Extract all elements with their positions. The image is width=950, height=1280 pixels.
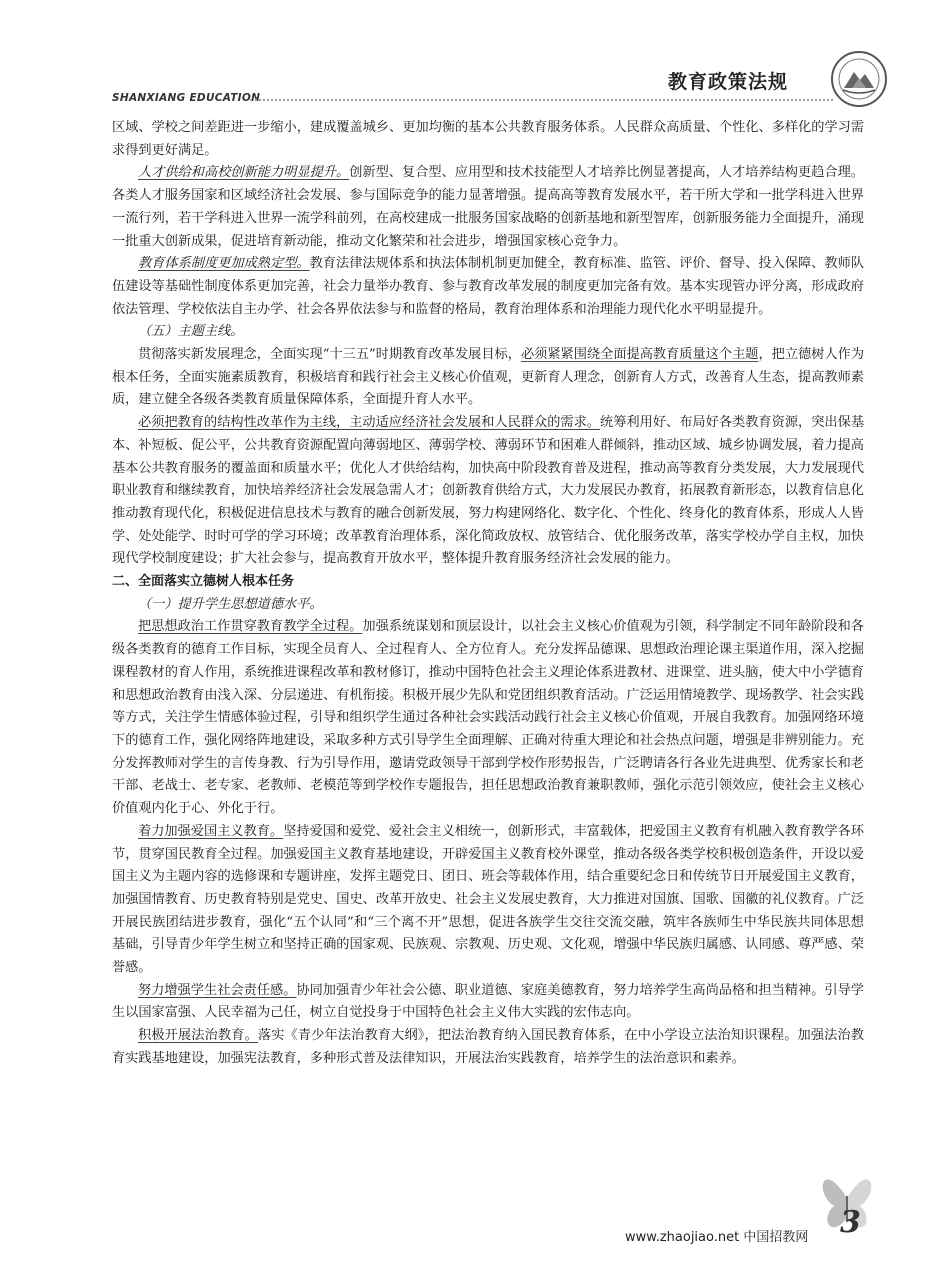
paragraph (112, 412, 864, 571)
paragraph (112, 616, 864, 820)
section-heading: 二、全面落实立德树人根本任务 (112, 574, 295, 590)
subheading: （一）提升学生思想道德水平。 (138, 596, 323, 612)
paragraph (112, 253, 864, 321)
paragraph (112, 344, 864, 412)
paragraph (112, 980, 864, 1025)
paragraph-lead: 把思想政治工作贯穿教育教学全过程。 (138, 619, 363, 635)
brand-wordmark: SHANXIANG EDUCATION (112, 92, 261, 104)
emphasis-text: 必须紧紧围绕全面提高教育质量这个主题 (520, 347, 759, 363)
paragraph-text: 创新型、复合型、应用型和技术技能型人才培养比例显著提高，人才培养结构更趋合理。各类人才服务国家和区域经济社会发展、参与国际竞争的能力显著增强。提高高等教育发展水平，若干所大学和一批学科进入世界一流行列，若干学科进入世界一流学科前列，在高校建成一批服务国家战略的创新基地和新型智库，创新服务能力全面提升，涌现一批重大创新成果，促进培育新动能，推动文化繁荣和社会进步，增强国家核心竞争力。 (112, 165, 864, 249)
paragraph-lead: 必须把教育的结构性改革作为主线，主动适应经济社会发展和人民群众的需求。 (138, 415, 601, 431)
paragraph-text: ，把立德树人作为根本任务，全面实施素质教育，积极培育和践行社会主义核心价值观，更新育人理念，创新育人方式，改善育人生态，提高教师素质，建立健全各级各类教育质量保障体系，全面提升育人水平。 (112, 347, 865, 408)
shanxiang-education-seal-icon (830, 50, 888, 108)
paragraph-lead: 努力增强学生社会责任感。 (138, 982, 297, 998)
paragraph: 区域、学校之间差距进一步缩小，建成覆盖城乡、更加均衡的基本公共教育服务体系。人民群众高质量、个性化、多样化的学习需求得到更好满足。 (112, 120, 864, 158)
paragraph (112, 1025, 864, 1070)
paragraph-lead: 教育体系制度更加成熟定型。 (138, 256, 310, 272)
subheading: （五）主题主线。 (138, 324, 244, 340)
paragraph-text: 落实《青少年法治教育大纲》，把法治教育纳入国民教育体系，在中小学设立法治知识课程。加强法治教育实践基地建设，加强宪法教育，多种形式普及法律知识，开展法治实践教育，培养学生的法治意识和素养。 (112, 1028, 864, 1066)
paragraph-lead: 人才供给和高校创新能力明显提升。 (138, 165, 350, 181)
paragraph-text: 统筹利用好、布局好各类教育资源，突出保基本、补短板、促公平，公共教育资源配置向薄弱地区、薄弱学校、薄弱环节和困难人群倾斜，推动区域、城乡协调发展，着力提高基本公共教育服务的覆盖面和质量水平；优化人才供给结构，加快高中阶段教育普及进程，推动高等教育分类发展，大力发展现代职业教育和继续教育，加快培养经济社会发展急需人才；创新教育供给方式，大力发展民办教育，拓展教育新形态，以教育信息化推动教育现代化，积极促进信息技术与教育的融合创新发展，努力构建网络化、数字化、个性化、终身化的教育体系，形成人人皆学、处处能学、时时可学的学习环境；改革教育治理体系，深化简政放权、放管结合、优化服务改革，落实学校办学自主权，加快现代学校制度建设；扩大社会参与，提高教育开放水平，整体提升教育服务经济社会发展的能力。 (112, 415, 865, 567)
paragraph (112, 821, 864, 980)
paragraph-text: 加强系统谋划和顶层设计，以社会主义核心价值观为引领，科学制定不同年龄阶段和各级各类教育的德育工作目标，实现全员育人、全过程育人、全方位育人。充分发挥品德课、思想政治理论课主渠道作用，深入挖掘课程教材的育人作用，系统推进课程改革和教材修订，推动中国特色社会主义理论体系进教材、进课堂、进头脑，使大中小学德育和思想政治教育由浅入深、分层递进、有机衔接。积极开展少先队和党团组织教育活动。广泛运用情境教学、现场教学、社会实践等方式，关注学生情感体验过程，引导和组织学生通过各种社会实践活动践行社会主义核心价值观，开展自我教育。加强网络环境下的德育工作，强化网络阵地建设，采取多种方式引导学生全面理解、正确对待重大理论和社会热点问题，增强是非辨别能力。充分发挥教师对学生的言传身教、行为引导作用，邀请党政领导干部到学校作形势报告，广泛聘请各行各业先进典型、优秀家长和老干部、老战士、老专家、老教师、老模范等到学校作专题报告，担任思想政治教育兼职教师，强化示范引领效应，使社会主义核心价值观内化于心、外化于行。 (112, 619, 864, 817)
section-title: 教育政策法规 (667, 71, 788, 93)
header-dotted-rule (250, 99, 833, 101)
footer-site-link[interactable]: www.zhaojiao.net 中国招教网 (625, 1230, 809, 1245)
paragraph-text: 坚持爱国和爱党、爱社会主义相统一，创新形式，丰富载体，把爱国主义教育有机融入教育教学各环节，贯穿国民教育全过程。加强爱国主义教育基地建设，开辟爱国主义教育校外课堂，推动各级各类学校积极创造条件，开设以爱国主义为主题内容的选修课和专题讲座，发挥主题党日、团日、班会等载体作用，结合重要纪念日和传统节日开展爱国主义教育，加强国情教育、历史教育特别是党史、国史、改革开放史、社会主义发展史教育，大力推进对国旗、国歌、国徽的礼仪教育。广泛开展民族团结进步教育，强化“五个认同”和“三个离不开”思想，促进各族学生交往交流交融，筑牢各族师生中华民族共同体思想基础，引导青少年学生树立和坚持正确的国家观、民族观、宗教观、历史观、文化观，增强中华民族归属感、认同感、尊严感、荣誉感。 (112, 823, 864, 976)
paragraph-lead: 积极开展法治教育。 (138, 1028, 258, 1044)
paragraph-lead: 着力加强爱国主义教育。 (138, 823, 284, 839)
paragraph-text: 贯彻落实新发展理念，全面实现“十三五”时期教育改革发展目标， (138, 347, 521, 363)
page-number: 3 (840, 1205, 861, 1240)
paragraph (112, 162, 864, 253)
paragraph-text: 协同加强青少年社会公德、职业道德、家庭美德教育，努力培养学生高尚品格和担当精神。引导学生以国家富强、人民幸福为己任，树立自觉投身于中国特色社会主义伟大实践的宏伟志向。 (112, 982, 864, 1021)
article-body (112, 117, 864, 1071)
paragraph-text: 教育法律法规体系和执法体制机制更加健全，教育标准、监管、评价、督导、投入保障、教师队伍建设等基础性制度体系更加完善，社会力量举办教育、参与教育改革发展的制度更加完备有效。基本实现管办评分离，形成政府依法管理、学校依法自主办学、社会各界依法参与和监督的格局，教育治理体系和治理能力现代化水平明显提升。 (112, 256, 865, 317)
page-header (0, 0, 950, 110)
